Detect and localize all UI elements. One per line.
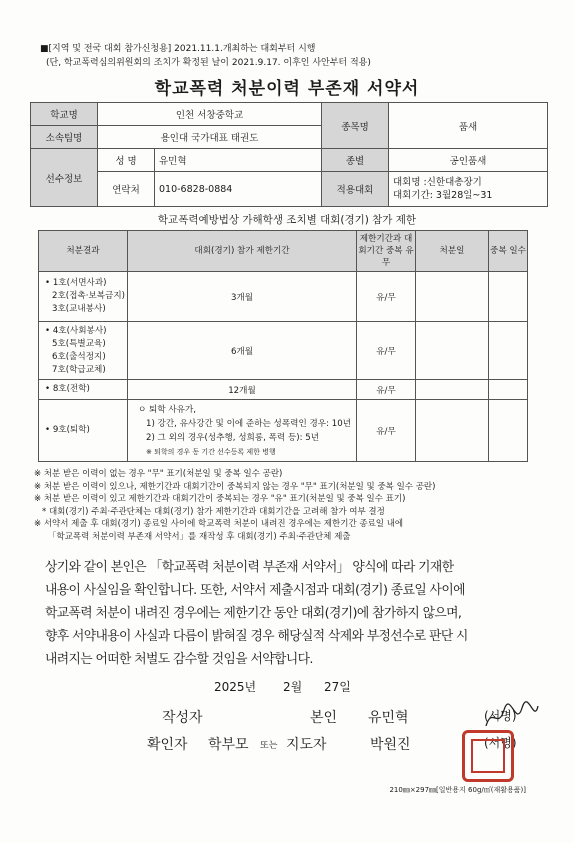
expulsion-note: ※ 퇴학의 경우 동 기간 선수등록 제한 병행 — [146, 447, 276, 456]
restriction-table — [38, 230, 528, 462]
row4-overlap: 유/무 — [357, 400, 416, 462]
expulsion-reason-1: 1) 강간, 유사강간 및 이에 준하는 성폭력인 경우: 10년 — [146, 418, 351, 429]
name-label: 성 명 — [98, 149, 155, 172]
row3-days — [489, 380, 528, 400]
event-value: 품새 — [389, 103, 548, 149]
header-period: 대회(경기) 참가 제한기간 — [128, 231, 357, 272]
row1-result: • 1호(서면사과) 2호(접촉·보복금지) 3호(교내봉사) — [39, 272, 128, 322]
self-label: 본인 — [310, 710, 338, 726]
note-4: * 대회(경기) 주최·주관단체는 대회(경기) 참가 제한기간과 대회기간을 고려해 참가 여부 결정 — [42, 506, 385, 517]
category-value: 공인품새 — [389, 149, 548, 172]
date-day: 27일 — [324, 680, 351, 694]
header-date: 처분일 — [416, 231, 489, 272]
team-value: 용인대 국가대표 태권도 — [98, 126, 322, 149]
note-2: ※ 처분 받은 이력이 있으나, 제한기간과 대회기간이 중복되지 않는 경우 "무" 표기(처분일 및 중복 일수 공란) — [34, 481, 436, 492]
note-3: ※ 처분 받은 이력이 있고 제한기간과 대회기간이 중복되는 경우 "유" 표기(처분일 및 중복 일수 표기) — [34, 494, 406, 504]
pledge-line-2: 내용이 사실임을 확인합니다. 또한, 서약서 제출시점과 대회(경기) 종료일 사이에 — [45, 583, 465, 598]
paper-spec-footer: 210㎜×297㎜[일반용지 60g/㎡(재활용품)] — [389, 786, 526, 794]
category-label: 종별 — [322, 149, 389, 172]
note-6: 「학교폭력 처분이력 부존재 서약서」를 재작성 후 대회(경기) 주최·주관단체 제출 — [48, 531, 351, 542]
pledge-line-5: 내려지는 어떠한 처벌도 감수할 것임을 서약합니다. — [45, 652, 313, 667]
school-value: 인천 서창중학교 — [98, 103, 322, 126]
row2-date — [416, 322, 489, 380]
writer-label: 작성자 — [162, 710, 203, 726]
sign-2: (서명) — [484, 736, 517, 750]
row2-result: • 4호(사회봉사) 5호(특별교육) 6호(출석정지) 7호(학급교체) — [39, 322, 128, 380]
comp-value — [389, 172, 548, 207]
pledge-line-3: 학교폭력 처분이 내려진 경우에는 제한기간 동안 대회(경기)에 참가하지 않으며, — [45, 606, 462, 621]
contact-value: 010-6828-0884 — [155, 172, 322, 207]
row2-period: 6개월 — [128, 322, 357, 380]
pledge-text — [45, 556, 550, 671]
note-5: ※ 서약서 제출 후 대회(경기) 종료일 사이에 학교폭력 처분이 내려진 경우에는 제한기간 종료일 내에 — [34, 519, 404, 529]
row3-date — [416, 380, 489, 400]
note-1: ※ 처분 받은 이력이 없는 경우 "무" 표기(처분일 및 중복 일수 공란) — [34, 469, 283, 479]
comp-period: 대회기간: 3월28일~31 — [393, 190, 493, 201]
table-subtitle: 학교폭력예방법상 가해학생 조치별 대회(경기) 참가 제한 — [157, 214, 417, 226]
header-overlap: 제한기간과 대회기간 중복 유무 — [357, 231, 416, 272]
comp-label: 적용대회 — [322, 172, 389, 207]
school-label: 학교명 — [31, 103, 98, 126]
row3-period: 12개월 — [128, 380, 357, 400]
player-label: 선수정보 — [31, 149, 98, 207]
expulsion-reason-2: 2) 그 외의 경우(성추행, 성희롱, 폭력 등): 5년 — [146, 432, 319, 443]
header-result: 처분결과 — [39, 231, 128, 272]
row1-overlap: 유/무 — [357, 272, 416, 322]
row2-days — [489, 322, 528, 380]
row1-date — [416, 272, 489, 322]
red-seal-stamp — [462, 730, 514, 782]
row4-result: • 9호(퇴학) — [39, 400, 128, 462]
info-table — [30, 102, 548, 207]
expulsion-reason-title: 퇴학 사유가, — [149, 404, 197, 415]
parent-label: 학부모 — [208, 737, 249, 753]
confirm-name: 박원진 — [370, 737, 411, 753]
writer-name: 유민혁 — [368, 710, 409, 726]
row1-period: 3개월 — [128, 272, 357, 322]
row4-date — [416, 400, 489, 462]
sign-1: (서명) — [484, 709, 517, 723]
row1-days — [489, 272, 528, 322]
event-label: 종목명 — [322, 103, 389, 149]
or-label: 또는 — [260, 741, 278, 751]
team-label: 소속팀명 — [31, 126, 98, 149]
row3-overlap: 유/무 — [357, 380, 416, 400]
notes — [34, 468, 435, 543]
date-month: 2월 — [283, 680, 303, 694]
row3-result: • 8호(전학) — [39, 380, 128, 400]
name-value: 유민혁 — [155, 149, 322, 172]
pledge-line-4: 향후 서약내용이 사실과 다름이 밝혀질 경우 해당실적 삭제와 부정선수로 판단 시 — [45, 629, 468, 644]
contact-label: 연락처 — [98, 172, 155, 207]
notice-line-1: ■[지역 및 전국 대회 참가신청용] 2021.11.1.개최하는 대회부터 시행 — [40, 44, 316, 54]
coach-label: 지도자 — [286, 737, 327, 753]
confirm-label: 확인자 — [147, 737, 188, 753]
row2-overlap: 유/무 — [357, 322, 416, 380]
header-days: 중복 일수 — [489, 231, 528, 272]
comp-name: 대회명 :신한대총장기 — [393, 177, 482, 188]
date-year: 2025년 — [214, 680, 257, 694]
row4-period: ㅇ 퇴학 사유가, 1) 강간, 유사강간 및 이에 준하는 성폭력인 경우: 10년 2) 그 외의 경우(성추행, 성희롱, 폭력 등): 5년 ※ 퇴학의 경우 동 기간 선수등록 제한 병행 — [128, 400, 357, 462]
document-title: 학교폭력 처분이력 부존재 서약서 — [154, 79, 420, 99]
notice-line-2: (단, 학교폭력심의위원회의 조치가 확정된 날이 2021.9.17. 이후인 사안부터 적용) — [46, 58, 371, 68]
pledge-line-1: 상기와 같이 본인은 「학교폭력 처분이력 부존재 서약서」 양식에 따라 기재한 — [45, 560, 454, 575]
notice — [40, 42, 371, 70]
row4-days — [489, 400, 528, 462]
